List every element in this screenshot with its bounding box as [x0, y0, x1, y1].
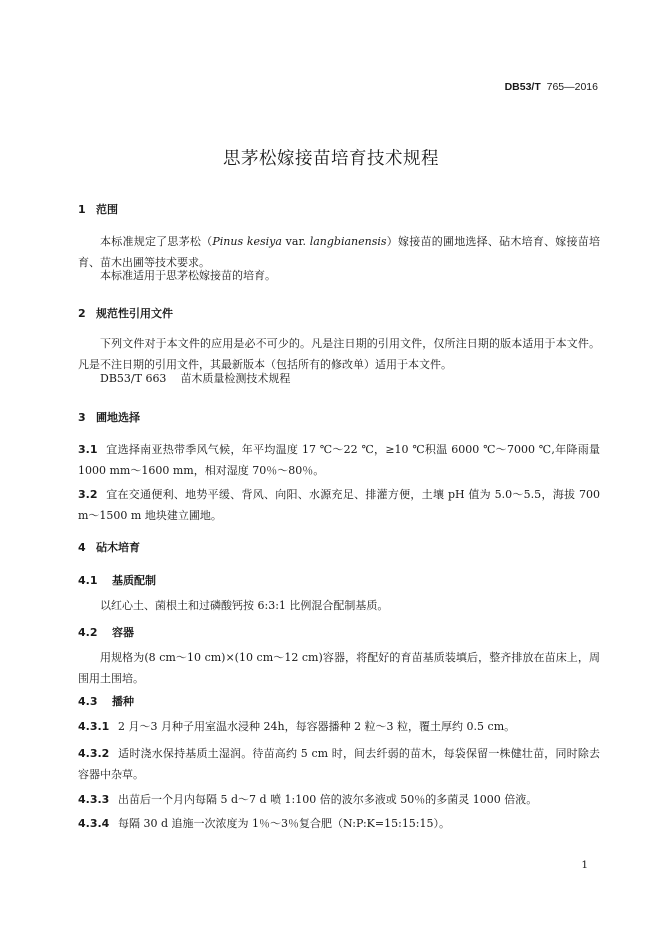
clause-text: 宜在交通便利、地势平缓、背风、向阳、水源充足、排灌方便，土壤 pH 值为 5.0～5.5，海拔 700 m～1500 m 地块建立圃地。 — [78, 488, 600, 522]
code-prefix: DB53/T — [504, 81, 541, 93]
clause-number: 4.3.1 — [78, 720, 110, 733]
section-1-heading — [78, 201, 118, 217]
page-number: 1 — [581, 859, 588, 871]
section-number: 1 — [78, 203, 86, 216]
reference-code: DB53/T 663 — [100, 372, 167, 385]
subsection-4-3-heading — [78, 693, 134, 709]
subsection-4-1-heading — [78, 572, 156, 588]
subsection-4-1-text: 以红心土、菌根土和过磷酸钙按 6:3:1 比例混合配制基质。 — [100, 599, 389, 612]
section-title: 规范性引用文件 — [96, 307, 173, 320]
section-number: 2 — [78, 307, 86, 320]
clause-4-3-3 — [78, 789, 600, 810]
section-1-paragraph-2: 本标准适用于思茅松嫁接苗的培育。 — [100, 269, 276, 282]
reference-title: 苗木质量检测技术规程 — [180, 372, 291, 385]
clause-number: 3.2 — [78, 488, 98, 501]
code-number: 765—2016 — [546, 81, 598, 93]
section-title: 砧木培育 — [96, 541, 140, 554]
text-run: ）嫁接苗的圃地选择、砧木培育、嫁接苗培育、苗木出圃等技术要求。 — [78, 235, 601, 269]
subsection-number: 4.3 — [78, 695, 98, 708]
clause-number: 3.1 — [78, 443, 98, 456]
section-2-heading — [78, 305, 173, 321]
clause-number: 4.3.2 — [78, 747, 110, 760]
clause-3-2 — [78, 484, 600, 526]
clause-text: 每隔 30 d 追施一次浓度为 1％～3％复合肥（N:P:K=15:15:15）。 — [118, 817, 451, 830]
subsection-number: 4.2 — [78, 626, 98, 639]
clause-4-3-1 — [78, 716, 600, 737]
section-number: 3 — [78, 411, 86, 424]
text-run: var. — [281, 235, 310, 248]
section-title: 圃地选择 — [96, 411, 140, 424]
section-2-paragraph-1: 下列文件对于本文件的应用是必不可少的。凡是注日期的引用文件，仅所注日期的版本适用于本文件。凡是不注日期的引用文件，其最新版本（包括所有的修改单）适用于本文件。 — [78, 337, 600, 371]
subsection-title: 容器 — [112, 626, 134, 639]
clause-number: 4.3.4 — [78, 817, 110, 830]
section-4-heading — [78, 539, 140, 555]
subsection-title: 播种 — [112, 695, 134, 708]
subsection-4-2-text: 用规格为(8 cm～10 cm)×(10 cm～12 cm)容器，将配好的育苗基质装填后，整齐排放在苗床上，周围用土围培。 — [78, 651, 600, 685]
clause-4-3-4 — [78, 813, 600, 834]
subsection-number: 4.1 — [78, 574, 98, 587]
normative-reference — [100, 368, 622, 389]
latin-variety: langbianensis — [309, 235, 387, 248]
clause-text: 适时浇水保持基质土湿润。待苗高约 5 cm 时，间去纤弱的苗木，每袋保留一株健壮苗，同时除去容器中杂草。 — [78, 747, 600, 781]
latin-genus-species: Pinus kesiya — [212, 235, 282, 248]
subsection-4-2-heading — [78, 624, 134, 640]
clause-text: 宜选择南亚热带季风气候，年平均温度 17 ℃～22 ℃，≥10 ℃积温 6000 ℃～7000 ℃,年降雨量 1000 mm～1600 mm，相对湿度 70％～80％。 — [78, 443, 600, 477]
clause-text: 2 月～3 月种子用室温水浸种 24h，每容器播种 2 粒～3 粒，覆土厚约 0.5 cm。 — [118, 720, 516, 733]
text-run: 本标准规定了思茅松（ — [100, 235, 213, 248]
clause-3-1 — [78, 439, 600, 481]
subsection-title: 基质配制 — [112, 574, 156, 587]
document-code — [505, 81, 598, 93]
section-3-heading — [78, 409, 140, 425]
clause-4-3-2 — [78, 743, 600, 785]
clause-text: 出苗后一个月内每隔 5 d～7 d 喷 1:100 倍的波尔多液或 50％的多菌灵 1000 倍液。 — [118, 793, 538, 806]
page-title: 思茅松嫁接苗培育技术规程 — [223, 149, 439, 169]
clause-number: 4.3.3 — [78, 793, 110, 806]
section-number: 4 — [78, 541, 86, 554]
section-title: 范围 — [96, 203, 118, 216]
